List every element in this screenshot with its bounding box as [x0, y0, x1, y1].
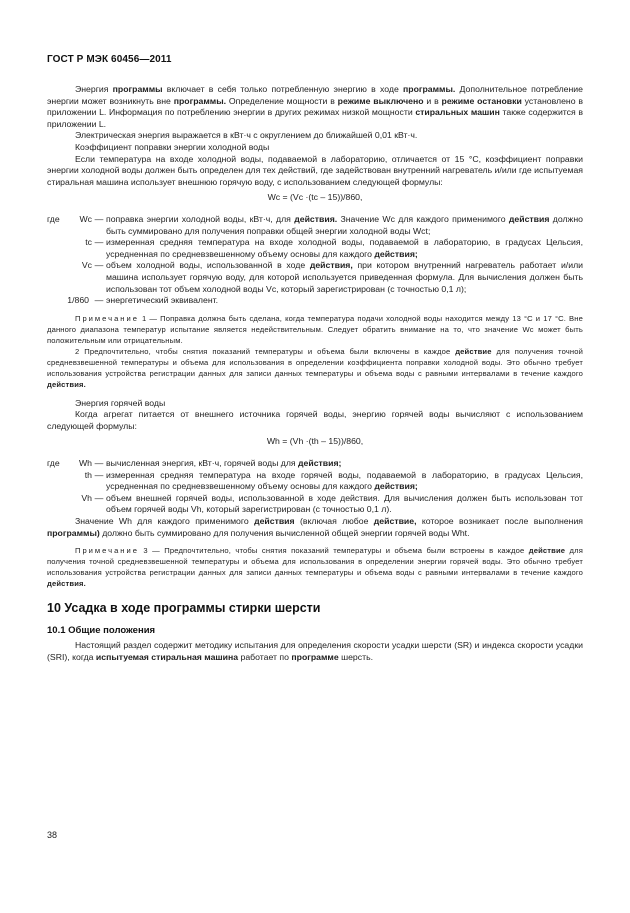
document-header: ГОСТ Р МЭК 60456—2011 [47, 54, 172, 65]
paragraph-program-energy: Энергия программы включает в себя только потребленную энергию в ходе программы. Дополнительное потребление энергии может возникнуть вне программы. Определение мощности в режиме выключено и в режиме остановки установлено в приложении L. Информация по потреблению энергии в других режимах низкой мощности стиральных машин также содержится в приложении L. [47, 84, 583, 129]
definition-row: где Wc — поправка энергии холодной воды, кВт·ч, для действия. Значение Wc для каждого применимого действия должно быть суммировано для получения поправки общей энергии холодной воды Wct; [47, 213, 583, 236]
definitions-cold-water [47, 214, 583, 307]
formula-cold-water: Wc = (Vc ·(tc – 15))/860, [267, 192, 363, 203]
paragraph-hot-water-heading: Энергия горячей воды [75, 397, 166, 408]
section-title: 10 Усадка в ходе программы стирки шерсти [47, 601, 321, 616]
paragraph-shrinkage-intro: Настоящий раздел содержит методику испытания для определения скорости усадки шерсти (SR) и индекса скорости усадки (SRI), когда испытуемая стиральная машина работает по программе шерсть. [47, 640, 583, 662]
definition-row: Vc — объем холодной воды, использованной в ходе действия, при котором внутренний нагреватель работает и/или машина использует горячую воду, для которой используется приведенная формула. Для вычисления должен быть использован тот объем холодной воды Vc, который зарегистрирован (с точностью 0,1 л); [81, 260, 583, 294]
note-block-3 [47, 545, 583, 589]
definition-row: th — измеренная средняя температура на входе горячей воды, подаваемой в лабораторию, в градусах Цельсия, усредненная по средневзвешенному объему основы для каждого действия; [84, 469, 583, 492]
note-block-1 [47, 313, 583, 390]
paragraph-cold-water-intro: Если температура на входе холодной воды, подаваемой в лабораторию, отличается от 15 °С, коэффициент поправки энергии холодной воды должен быть определен для тех действий, где задействован внутренний нагреватель и/или где испытуемая стиральная машина использует внешнюю горячую воду, с использованием следующей формулы: [47, 153, 583, 187]
definitions-hot-water [47, 458, 583, 516]
formula-hot-water: Wh = (Vh ·(th – 15))/860, [266, 436, 364, 447]
subsection-title: 10.1 Общие положения [47, 624, 156, 636]
note-3: Примечание 3 — Предпочтительно, чтобы снятия показаний температуры и объема были встроены в каждое действие для получения точной средневзвешенной температуры и объема для использования в определении энергии горячей воды. Это обычно требует использования устройства регистрации данных для записи данных температуры и объема воды с равными интервалами в течение каждого действия. [47, 546, 583, 589]
paragraph-cold-water-heading: Коэффициент поправки энергии холодной воды [75, 141, 270, 152]
definition-row: tc — измеренная средняя температура на входе холодной воды, подаваемой в лабораторию, в градусах Цельсия, усредненная по средневзвешенному объему основы для каждого действия; [85, 237, 583, 259]
definition-row: Vh — объем внешней горячей воды, использованной в ходе действия. Для вычисления должен быть использован тот объем горячей воды Vh, который зарегистрирован (с точностью 0,1 л). [81, 492, 583, 515]
paragraph-hot-water-intro: Когда агрегат питается от внешнего источника горячей воды, энергию горячей воды вычисляют с использованием следующей формулы: [47, 409, 583, 431]
definition-row: 1/860 — энергетический эквивалент. [67, 295, 219, 306]
document-body [47, 84, 583, 664]
definition-row: где Wh — вычисленная энергия, кВт·ч, горячей воды для действия; [47, 458, 342, 469]
note-1: Примечание 1 — Поправка должна быть сделана, когда температура подачи холодной воды находится между 13 °С и 17 °С. Вне данного диапазона температур испытание является недействительным. Следует обратить внимание на то, что значение Wc может быть положительным или отрицательным. [47, 313, 583, 345]
note-2: 2 Предпочтительно, чтобы снятия показаний температуры и объема были включены в каждое действие для получения точной средневзвешенной температуры и объема для использования в определении коэффициента поправки холодной воды. Это обычно требует использования устройства регистрации данных для записи данных температуры и объема воды с равными интервалами в течение каждого действия. [47, 346, 583, 389]
paragraph-electric-energy: Электрическая энергия выражается в кВт·ч с округлением до ближайшей 0,01 кВт·ч. [75, 130, 418, 141]
page-number: 38 [47, 830, 58, 840]
paragraph-hot-water-sum: Значение Wh для каждого применимого действия (включая любое действие, которое возникает после выполнения программы) должно быть суммировано для получения вычисленной общей энергии горячей воды Wht. [47, 516, 583, 538]
